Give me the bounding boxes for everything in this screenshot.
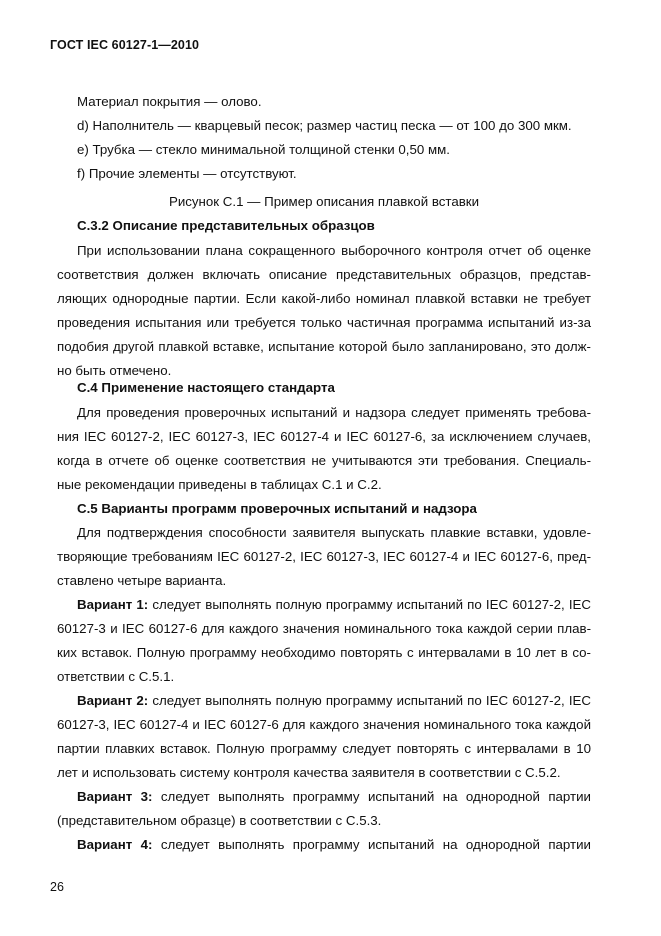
- variant-label: Вариант 2:: [77, 693, 149, 708]
- paragraph-line: когда в отчете об оценке соответствия не учитываются эти требования. Специаль-: [57, 453, 591, 468]
- figure-item: Материал покрытия — олово.: [77, 94, 262, 109]
- figure-item: e) Трубка — стекло минимальной толщиной стенки 0,50 мм.: [77, 142, 450, 157]
- paragraph-line: ляющих однородные партии. Если какой-либо номинал плавкой вставки не требует: [57, 291, 591, 306]
- paragraph-line: но быть отмечено.: [57, 363, 172, 378]
- variant-label: Вариант 1:: [77, 597, 149, 612]
- document-header: ГОСТ IEC 60127-1—2010: [50, 38, 200, 52]
- section-heading: С.3.2 Описание представительных образцов: [77, 218, 375, 233]
- variant-text: следует выполнять программу испытаний на однородной партии: [152, 789, 591, 804]
- paragraph-line: (представительном образце) в соответствии с С.5.3.: [57, 813, 382, 828]
- variant-first-line: [57, 593, 591, 617]
- paragraph-line: 60127-3 и IEC 60127-6 для каждого значения номинального тока каждой серии плав-: [57, 621, 591, 636]
- paragraph-line: творяющие требованиям IEC 60127-2, IEC 60127-3, IEC 60127-4 и IEC 60127-6, пред-: [57, 549, 591, 564]
- paragraph-line: Для проведения проверочных испытаний и надзора следует применять требова-: [77, 405, 591, 420]
- section-heading: С.5 Варианты программ проверочных испытаний и надзора: [77, 501, 477, 516]
- paragraph-line: соответствия должен включать описание представительных образцов, представ-: [57, 267, 591, 282]
- paragraph-line: 60127-3, IEC 60127-4 и IEC 60127-6 для каждого значения номинального тока каждой: [57, 717, 591, 732]
- paragraph-line: ответствии с С.5.1.: [57, 669, 175, 684]
- paragraph-line: При использовании плана сокращенного выборочного контроля отчет об оценке: [77, 243, 591, 258]
- figure-item: f) Прочие элементы — отсутствуют.: [77, 166, 297, 181]
- paragraph-line: партии плавких вставок. Полную программу следует повторять с интервалами в 10: [57, 741, 591, 756]
- variant-label: Вариант 3:: [77, 789, 153, 804]
- paragraph-line: ния IEC 60127-2, IEC 60127-3, IEC 60127-4 и IEC 60127-6, за исключением случаев,: [57, 429, 591, 444]
- variant-text: следует выполнять полную программу испытаний по IEC 60127-2, IEC: [148, 597, 591, 612]
- section-heading: С.4 Применение настоящего стандарта: [77, 380, 335, 395]
- paragraph-line: подобия другой плавкой вставке, испытание которой было запланировано, это долж-: [57, 339, 591, 354]
- paragraph-line: ких вставок. Полную программу необходимо повторять с интервалами в 10 лет в со-: [57, 645, 591, 660]
- variant-text: следует выполнять программу испытаний на однородной партии: [152, 837, 591, 852]
- variant-first-line: [57, 785, 591, 809]
- variant-text: следует выполнять полную программу испытаний по IEC 60127-2, IEC: [148, 693, 591, 708]
- paragraph-line: лет и использовать систему контроля качества заявителя в соответствии с С.5.2.: [57, 765, 561, 780]
- figure-caption: Рисунок С.1 — Пример описания плавкой вставки: [168, 194, 480, 209]
- variant-label: Вариант 4:: [77, 837, 153, 852]
- variant-first-line: [57, 689, 591, 713]
- paragraph-line: Для подтверждения способности заявителя выпускать плавкие вставки, удовле-: [77, 525, 591, 540]
- figure-item: d) Наполнитель — кварцевый песок; размер частиц песка — от 100 до 300 мкм.: [77, 118, 572, 133]
- paragraph-line: ные рекомендации приведены в таблицах С.1 и С.2.: [57, 477, 382, 492]
- paragraph-line: ставлено четыре варианта.: [57, 573, 227, 588]
- paragraph-line: проведения испытания или требуется только частичная программа испытаний из-за: [57, 315, 591, 330]
- variant-first-line: [57, 833, 591, 857]
- page-number: 26: [50, 880, 64, 894]
